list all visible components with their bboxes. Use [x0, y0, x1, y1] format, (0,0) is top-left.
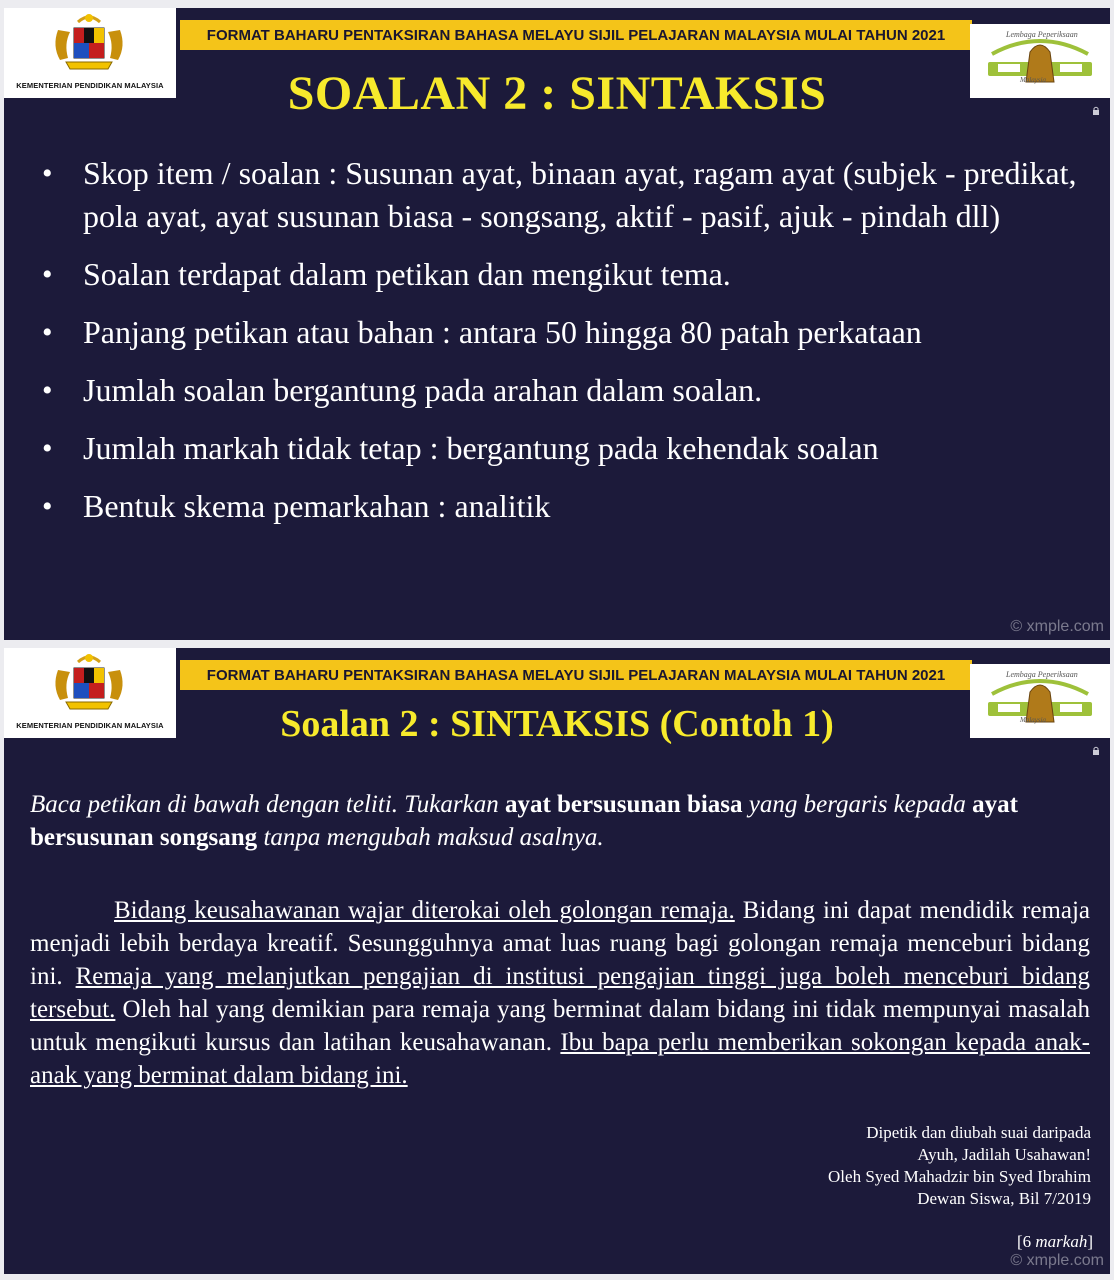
citation-line: Oleh Syed Mahadzir bin Syed Ibrahim — [828, 1167, 1091, 1186]
watermark: © xmple.com — [1010, 1252, 1104, 1269]
lock-icon — [1092, 746, 1100, 756]
bullet-text: Bentuk skema pemarkahan : analitik — [83, 488, 551, 524]
ministry-name: KEMENTERIAN PENDIDIKAN MALAYSIA — [16, 721, 164, 730]
bullet-item — [42, 369, 1082, 412]
bullet-dot-icon: • — [42, 432, 53, 465]
bullet-item — [42, 253, 1082, 296]
bullet-item — [42, 427, 1082, 470]
bullet-text: Jumlah markah tidak tetap : bergantung pada kehendak soalan — [83, 430, 879, 466]
underlined-sentence: Bidang keusahawanan wajar diterokai oleh golongan remaja. — [114, 897, 735, 924]
bullet-dot-icon: • — [42, 157, 53, 190]
malaysia-coat-of-arms-icon — [48, 12, 130, 74]
citation-line: Ayuh, Jadilah Usahawan! — [917, 1145, 1091, 1164]
passage-text: Oleh hal yang demikian para remaja yang berminat dalam bidang ini tidak mempunyai masalah untuk mengikuti kursus dan latihan keusahawanan. — [30, 996, 1090, 1056]
underlined-sentence: Remaja yang melanjutkan pengajian di institusi pengajian tinggi juga boleh menceburi bidang tersebut. — [30, 963, 1090, 1023]
instruction-emphasis: ayat bersusunan songsang — [30, 791, 1018, 851]
instruction-text: yang bergaris kepada — [742, 791, 973, 818]
underlined-sentence: Ibu bapa perlu memberikan sokongan kepada anak-anak yang berminat dalam bidang ini. — [30, 1029, 1090, 1089]
watermark: © xmple.com — [1010, 618, 1104, 635]
marks-bracket: [6 — [1016, 1232, 1036, 1251]
citation-line: Dipetik dan diubah suai daripada — [866, 1123, 1091, 1142]
marks-bracket: ] — [1087, 1232, 1093, 1251]
citation-line: Dewan Siswa, Bil 7/2019 — [917, 1189, 1091, 1208]
exam-board-name: Lembaga Peperiksaan — [1006, 30, 1078, 39]
bullet-item — [42, 311, 1082, 354]
bullet-item — [42, 485, 1082, 528]
slide-sintaksis-example — [4, 648, 1110, 1274]
bullet-dot-icon: • — [42, 374, 53, 407]
bullet-text: Panjang petikan atau bahan : antara 50 hingga 80 patah perkataan — [83, 314, 922, 350]
bullet-list — [42, 152, 1082, 543]
marks-word: markah — [1035, 1232, 1088, 1251]
slide-sintaksis-overview — [4, 8, 1110, 640]
bullet-dot-icon: • — [42, 316, 53, 349]
slide-title: SOALAN 2 : SINTAKSIS — [287, 67, 827, 120]
header-banner: FORMAT BAHARU PENTAKSIRAN BAHASA MELAYU SIJIL PELAJARAN MALAYSIA MULAI TAHUN 2021 — [180, 20, 972, 50]
passage-text: Bidang ini dapat mendidik remaja menjadi lebih berdaya kreatif. Sesungguhnya amat luas ruang bagi golongan remaja menceburi bidang ini. — [30, 897, 1091, 990]
bullet-dot-icon: • — [42, 258, 53, 291]
exam-board-country: Malaysia — [1020, 76, 1047, 84]
ministry-name: KEMENTERIAN PENDIDIKAN MALAYSIA — [16, 81, 164, 90]
source-citation — [671, 1122, 1091, 1210]
bullet-text: Skop item / soalan : Susunan ayat, binaan ayat, ragam ayat (subjek - predikat, pola ayat, ayat susunan biasa - songsang, aktif - pasif, ajuk - pindah dll) — [83, 155, 1077, 234]
instruction-emphasis: ayat bersusunan biasa — [504, 791, 743, 818]
marks-label — [1017, 1232, 1093, 1252]
reading-passage — [30, 894, 1090, 1092]
bullet-text: Soalan terdapat dalam petikan dan mengikut tema. — [83, 256, 731, 292]
header-banner: FORMAT BAHARU PENTAKSIRAN BAHASA MELAYU SIJIL PELAJARAN MALAYSIA MULAI TAHUN 2021 — [180, 660, 972, 690]
exam-board-name: Lembaga Peperiksaan — [1006, 670, 1078, 679]
instruction-text: tanpa mengubah maksud asalnya. — [257, 824, 604, 851]
bullet-dot-icon: • — [42, 490, 53, 523]
instruction-text: Baca petikan di bawah dengan teliti. Tukarkan — [30, 791, 505, 818]
bullet-text: Jumlah soalan bergantung pada arahan dalam soalan. — [83, 372, 763, 408]
question-instruction — [30, 788, 1086, 854]
bullet-item — [42, 152, 1082, 238]
exam-board-country: Malaysia — [1020, 716, 1047, 724]
slide-title: Soalan 2 : SINTAKSIS (Contoh 1) — [280, 703, 834, 745]
